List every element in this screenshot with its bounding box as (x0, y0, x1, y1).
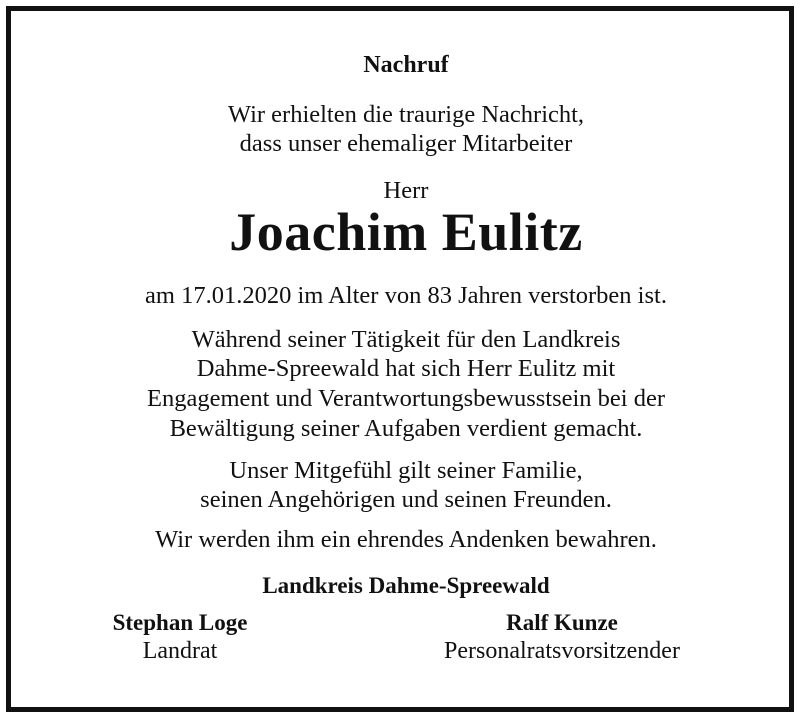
tribute-line-2: Dahme-Spreewald hat sich Herr Eulitz mit (196, 355, 616, 382)
signatory-1-name: Stephan Loge (112, 610, 248, 635)
intro-line-2: dass unser ehemaliger Mitarbeiter (239, 130, 573, 157)
signatory-2-name: Ralf Kunze (506, 610, 618, 635)
intro-line-1: Wir erhielten die traurige Nachricht, (227, 101, 585, 128)
tribute-line-3: Engagement und Verantwortungsbewusstsein bei der (146, 385, 666, 412)
tribute-line-1: Während seiner Tätigkeit für den Landkreis (191, 326, 621, 353)
notice-title: Nachruf (363, 52, 449, 78)
signatory-1 (95, 610, 265, 665)
signatory-2 (412, 610, 712, 665)
deceased-name: Joachim Eulitz (229, 202, 583, 262)
tribute-line-4: Bewältigung seiner Aufgaben verdient gemacht. (169, 415, 643, 442)
obituary-notice (6, 6, 794, 712)
signatory-2-role: Personalratsvorsitzender (444, 638, 680, 664)
salutation: Herr (383, 177, 429, 204)
organization-name: Landkreis Dahme-Spreewald (262, 573, 550, 598)
death-date-line: am 17.01.2020 im Alter von 83 Jahren verstorben ist. (145, 282, 667, 309)
closing-line: Wir werden ihm ein ehrendes Andenken bewahren. (155, 526, 657, 553)
signatory-1-role: Landrat (142, 638, 218, 664)
sympathy-line-2: seinen Angehörigen und seinen Freunden. (200, 486, 612, 513)
sympathy-line-1: Unser Mitgefühl gilt seiner Familie, (229, 457, 583, 484)
